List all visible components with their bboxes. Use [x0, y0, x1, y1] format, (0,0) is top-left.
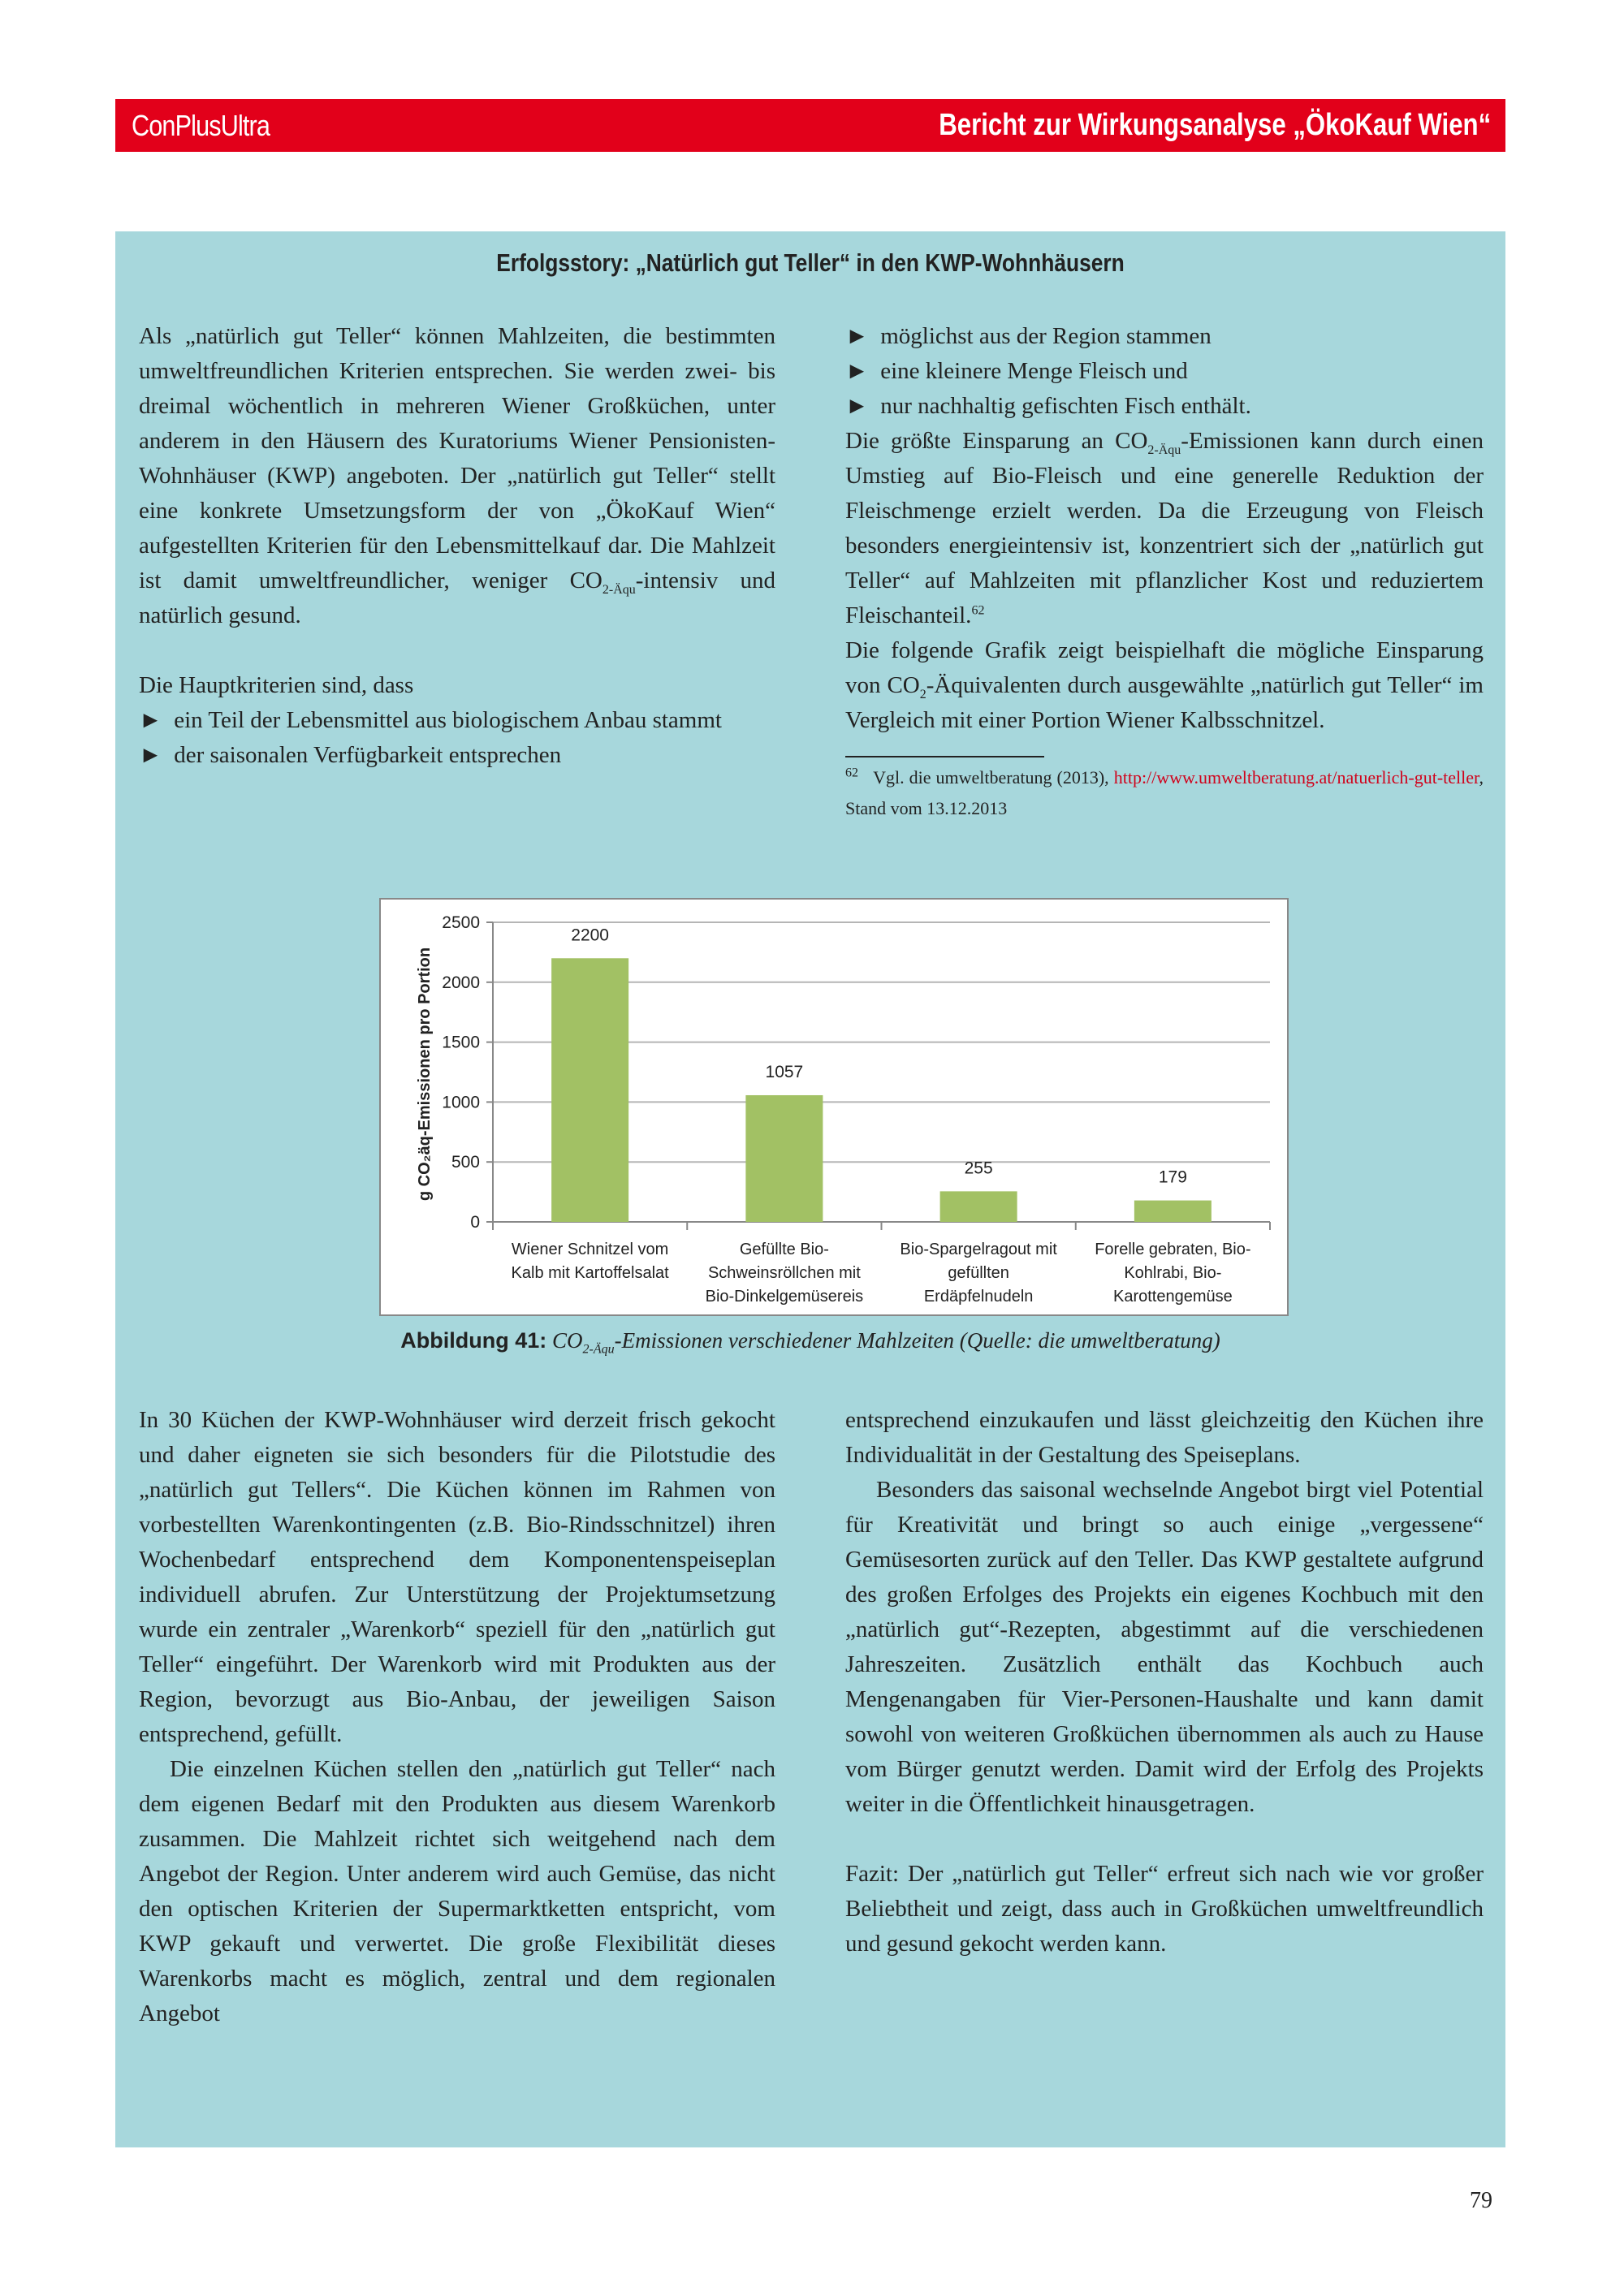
category-label: Wiener Schnitzel vom — [511, 1241, 669, 1258]
graphic-paragraph: Die folgende Grafik zeigt beispielhaft die mögliche Einsparung von $CO_2$-Äquivalenten durch ausgewählte „natürlich gut Teller“ im Vergleich mit einer Portion Wiener Kalbsschnitzel. — [845, 637, 1484, 733]
cookbook-paragraph: Besonders das saisonal wechselnde Angebot birgt viel Potential für Kreativität und bringt so auch einige „vergessene“ Gemüsesorten zurück auf den Teller. Das KWP gestaltete aufgrund des großen Erfolges des Projekts ein eigenes Kochbuch mit den „natürlich gut“-Rezepten, abgestimmt auf die verschiedenen Jahreszeiten. Zusätzlich enthält das Kochbuch auch Mengenangaben für Vier-Personen-Haushalte und kann damit sowohl von weiteren Großküchen übernommen als auch zu Hause vom Bürger genutzt werden. Damit wird der Erfolg des Projekts weiter in die Öffentlichkeit hinausgetragen. — [845, 1477, 1484, 1817]
bullet-item: ► ein Teil der Lebensmittel aus biologischem Anbau stammt — [139, 707, 722, 733]
footnote-divider — [845, 756, 1044, 757]
right-column-bottom — [845, 1403, 1484, 1962]
y-tick-label: 1000 — [442, 1093, 480, 1112]
conclusion-paragraph: Fazit: Der „natürlich gut Teller“ erfreut sich nach wie vor großer Beliebtheit und zeigt, dass auch in Großküchen umweltfreundlich und gesund gekocht werden kann. — [845, 1861, 1484, 1957]
header-brand: ConPlusUltra — [132, 109, 270, 142]
bar — [551, 958, 628, 1222]
page-header — [115, 99, 1505, 152]
savings-paragraph: Die größte Einsparung an $CO_{2-Äqu}$-Emissionen kann durch einen Umstieg auf Bio-Fleisch und eine generelle Reduktion der Fleischmenge erzielt werden. Da die Erzeugung von Fleisch besonders energieintensiv ist, konzentriert sich der „natürlich gut Teller“ auf Mahlzeiten mit pflanzlicher Kost und reduziertem Fleischanteil.$^{62}$ — [845, 428, 1484, 628]
kitchens-paragraph: In 30 Küchen der KWP-Wohnhäuser wird derzeit frisch gekocht und daher eigneten sie sich besonders für die Pilotstudie des „natürlich gut Tellers“. Die Küchen können im Rahmen von vorbestellten Warenkontingenten (z.B. Bio-Rindsschnitzel) ihren Wochenbedarf entsprechend dem Komponentenspeiseplan individuell abrufen. Zur Unterstützung der Projektumsetzung wurde ein zentraler „Warenkorb“ speziell für den „natürlich gut Teller“ eingeführt. Der Warenkorb wird mit Produkten aus der Region, bevorzugt aus Bio-Anbau, der jeweiligen Saison entsprechend, gefüllt. — [139, 1407, 775, 1747]
category-label: Gefüllte Bio- — [739, 1241, 829, 1258]
header-report-title: Bericht zur Wirkungsanalyse „ÖkoKauf Wien“ — [939, 108, 1491, 142]
footnote: $^{62}$ Vgl. die umweltberatung (2013), http://www.umweltberatung.at/natuerlich-gut-teller, Stand vom 13.12.2013 — [845, 766, 1484, 818]
bullet-item: ► möglichst aus der Region stammen — [845, 323, 1212, 349]
footnote-link[interactable]: http://www.umweltberatung.at/natuerlich-gut-teller — [1113, 767, 1479, 788]
category-label: Kohlrabi, Bio- — [1124, 1264, 1222, 1282]
left-column-top — [139, 319, 775, 773]
continuation-paragraph: entsprechend einzukaufen und lässt gleichzeitig den Küchen ihre Individualität in der Gestaltung des Speiseplans. — [845, 1407, 1484, 1468]
y-tick-label: 2000 — [442, 973, 480, 992]
bullet-item: ► nur nachhaltig gefischten Fisch enthält. — [845, 393, 1251, 419]
y-tick-label: 0 — [470, 1213, 480, 1232]
category-label: Kalb mit Kartoffelsalat — [511, 1264, 669, 1282]
emissions-chart — [379, 898, 1289, 1316]
page-number: 79 — [1470, 2188, 1492, 2213]
right-column-top — [845, 319, 1484, 824]
y-tick-label: 500 — [451, 1153, 480, 1172]
box-title: Erfolgsstory: „Natürlich gut Teller“ in den KWP-Wohnhäusern — [496, 248, 1125, 277]
data-label: 255 — [964, 1159, 993, 1178]
basket-paragraph: Die einzelnen Küchen stellen den „natürlich gut Teller“ nach dem eigenen Bedarf mit den Produkten aus diesem Warenkorb zusammen. Die Mahlzeit richtet sich weitgehend nach dem Angebot der Region. Unter anderem wird auch Gemüse, das nicht den optischen Kriterien der Supermarktketten entspricht, vom KWP gekauft und verwertet. Die große Flexibilität dieses Warenkorbs macht es möglich, zentral und dem regionalen Angebot — [139, 1756, 775, 2026]
footnote-ref: 62 — [971, 603, 985, 618]
data-label: 179 — [1158, 1167, 1187, 1187]
category-label: Bio-Spargelragout mit — [900, 1241, 1057, 1258]
bullet-item: ► eine kleinere Menge Fleisch und — [845, 358, 1188, 384]
category-label: gefüllten — [948, 1264, 1009, 1282]
bar — [745, 1095, 823, 1222]
category-label: Karottengemüse — [1112, 1288, 1233, 1306]
data-label: 2200 — [571, 926, 609, 945]
bar-chart-svg — [381, 900, 1287, 1314]
intro-paragraph: Als „natürlich gut Teller“ können Mahlzeiten, die bestimmten umweltfreundlichen Kriterien entsprechen. Sie werden zwei- bis dreimal wöchentlich in mehreren Wiener Großküchen, unter anderem in den Häusern des Kuratoriums Wiener Pensionisten-Wohnhäuser (KWP) angeboten. Der „natürlich gut Teller“ stellt eine konkrete Umsetzungsform der von „ÖkoKauf Wien“ aufgestellten Kriterien für den Lebensmittelkauf dar. Die Mahlzeit ist damit umweltfreundlicher, weniger $CO_{2-Äqu}$-intensiv und natürlich gesund. — [139, 323, 775, 628]
category-label: Erdäpfelnudeln — [923, 1288, 1034, 1306]
y-tick-label: 2500 — [442, 913, 480, 932]
category-label: Bio-Dinkelgemüsereis — [705, 1288, 864, 1306]
bullet-item: ► der saisonalen Verfügbarkeit entsprechen — [139, 742, 562, 768]
criteria-intro: Die Hauptkriterien sind, dass — [139, 672, 414, 698]
category-label: Forelle gebraten, Bio- — [1095, 1241, 1251, 1258]
bar — [1134, 1201, 1212, 1222]
category-label: Schweinsröllchen mit — [707, 1264, 861, 1282]
bar — [940, 1191, 1017, 1222]
figure-caption: Abbildung 41: $CO_{2-Äqu}$-Emissionen verschiedener Mahlzeiten (Quelle: die umweltberatung) — [400, 1328, 1220, 1357]
data-label: 1057 — [765, 1062, 804, 1081]
y-axis-label: g CO₂äq-Emissionen pro Portion — [416, 947, 434, 1202]
left-column-bottom — [139, 1403, 775, 2031]
y-tick-label: 1500 — [442, 1033, 480, 1052]
